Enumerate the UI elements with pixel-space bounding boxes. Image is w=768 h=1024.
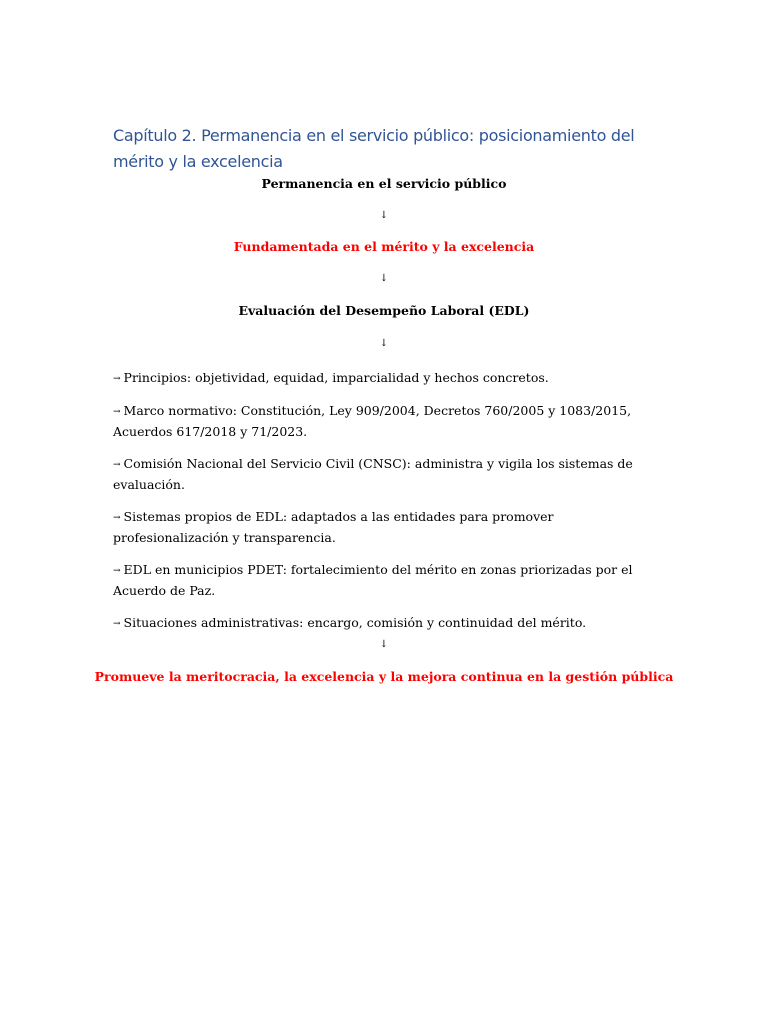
flow-step-edl: Evaluación del Desempeño Laboral (EDL) (238, 303, 530, 318)
list-item (113, 454, 658, 495)
arrow-bullet-icon: → (113, 407, 120, 417)
list-item-text: Comisión Nacional del Servicio Civil (CNSC): administra y vigila los sistemas de evaluación. (113, 456, 633, 492)
edl-bullet-list (113, 368, 658, 646)
list-item (113, 401, 658, 442)
list-item-text: Principios: objetividad, equidad, imparcialidad y hechos concretos. (123, 370, 549, 385)
down-arrow-icon: ↓ (379, 338, 389, 349)
list-item-text: Situaciones administrativas: encargo, comisión y continuidad del mérito. (123, 615, 587, 630)
list-item-text: EDL en municipios PDET: fortalecimiento del mérito en zonas priorizadas por el Acuerdo de Paz. (113, 562, 633, 598)
list-item (113, 368, 658, 389)
arrow-bullet-icon: → (113, 460, 120, 470)
list-item-text: Marco normativo: Constitución, Ley 909/2004, Decretos 760/2005 y 1083/2015, Acuerdos 617/2018 y 71/2023. (113, 403, 632, 439)
arrow-bullet-icon: → (113, 513, 120, 523)
down-arrow-icon: ↓ (379, 639, 389, 650)
flow-step-permanencia: Permanencia en el servicio público (261, 176, 507, 191)
list-item-text: Sistemas propios de EDL: adaptados a las entidades para promover profesionalización y transparencia. (113, 509, 554, 545)
conclusion-statement: Promueve la meritocracia, la excelencia y la mejora continua en la gestión pública (94, 669, 674, 684)
chapter-heading: Capítulo 2. Permanencia en el servicio público: posicionamiento del mérito y la excelencia (113, 126, 635, 171)
down-arrow-icon: ↓ (379, 273, 389, 284)
arrow-bullet-icon: → (113, 619, 120, 629)
list-item (113, 613, 658, 634)
flow-step-fundamentada: Fundamentada en el mérito y la excelencia (233, 239, 535, 254)
arrow-bullet-icon: → (113, 566, 120, 576)
list-item (113, 560, 658, 601)
down-arrow-icon: ↓ (379, 210, 389, 221)
arrow-bullet-icon: → (113, 374, 120, 384)
list-item (113, 507, 658, 548)
